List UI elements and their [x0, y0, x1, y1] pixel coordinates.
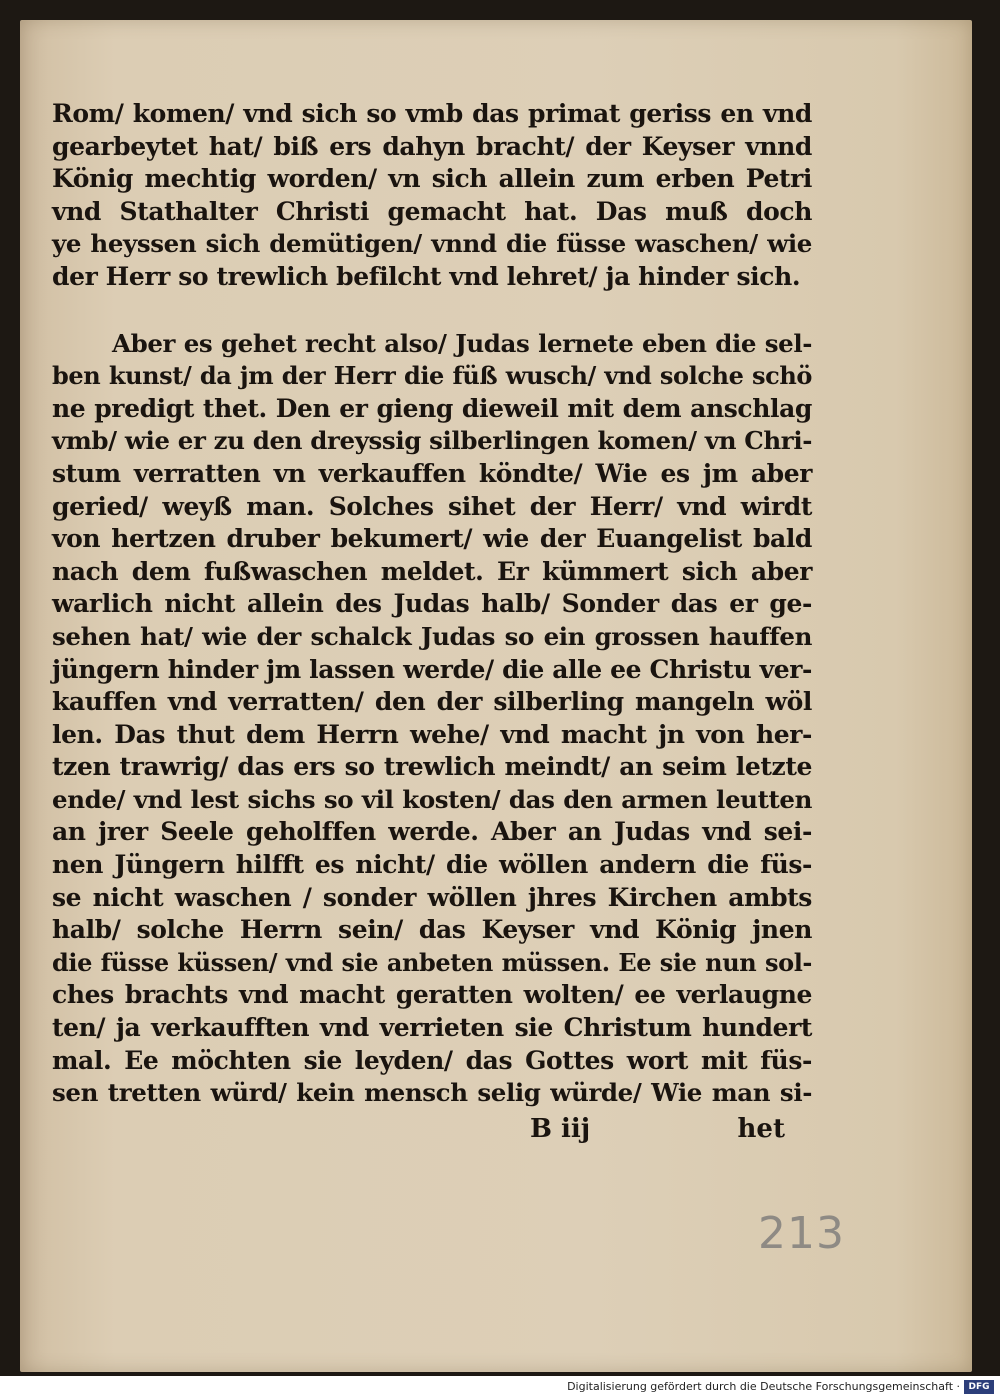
credit-bar [0, 1376, 1000, 1398]
text-line: ye heyssen sich demütigen/ vnnd die füsse waschen/ wie [52, 229, 812, 259]
text-line: ches brachts vnd macht geratten wolten/ ee verlaugne [52, 980, 812, 1010]
text-line: ne predigt thet. Den er gieng dieweil mit dem anschlag [52, 393, 812, 423]
signature-mark: B iij [530, 1114, 591, 1144]
text-line: stum verratten vn verkauffen köndte/ Wie es jm aber [52, 458, 812, 488]
text-line: vnd Stathalter Christi gemacht hat. Das muß doch [52, 196, 812, 226]
text-line: Aber es gehet recht also/ Judas lernete eben die sel- [112, 328, 812, 358]
text-line: warlich nicht allein des Judas halb/ Sonder das er ge- [52, 589, 812, 619]
text-line: kauffen vnd verratten/ den der silberling mangeln wöl [52, 687, 812, 717]
text-line: vmb/ wie er zu den dreyssig silberlingen komen/ vn Chri- [52, 426, 812, 456]
text-line: tzen trawrig/ das ers so trewlich meindt/ an seim letzte [52, 752, 812, 782]
text-line: sehen hat/ wie der schalck Judas so ein grossen hauffen [52, 621, 812, 651]
text-line: jüngern hinder jm lassen werde/ die alle ee Christu ver- [52, 654, 812, 684]
text-line: die füsse küssen/ vnd sie anbeten müssen. Ee sie nun sol- [52, 947, 812, 977]
text-line: gearbeytet hat/ biß ers dahyn bracht/ der Keyser vnnd [52, 131, 812, 161]
text-line: mal. Ee möchten sie leyden/ das Gottes wort mit füs- [52, 1045, 812, 1075]
paragraph-gap [52, 294, 812, 328]
book-page [20, 20, 972, 1372]
credit-text: Digitalisierung gefördert durch die Deutsche Forschungsgemeinschaft · [567, 1380, 960, 1393]
text-line: nen Jüngern hilfft es nicht/ die wöllen andern die füs- [52, 850, 812, 880]
paragraph-1 [52, 98, 812, 294]
text-line: len. Das thut dem Herrn wehe/ vnd macht jn von her- [52, 719, 812, 749]
text-line: ten/ ja verkaufften vnd verrieten sie Christum hundert [52, 1013, 812, 1043]
page-footer [530, 1114, 785, 1144]
text-line: ben kunst/ da jm der Herr die füß wusch/ vnd solche schö [52, 361, 812, 391]
page-text [52, 98, 812, 1110]
text-line: an jrer Seele geholffen werde. Aber an Judas vnd sei- [52, 817, 812, 847]
text-line: von hertzen druber bekumert/ wie der Euangelist bald [52, 524, 812, 554]
text-line: se nicht waschen / sonder wöllen jhres Kirchen ambts [52, 882, 812, 912]
dfg-logo: DFG [964, 1380, 994, 1394]
text-line: der Herr so trewlich befilcht vnd lehret/ ja hinder sich. [52, 261, 801, 291]
paragraph-2 [52, 328, 812, 1110]
text-line: König mechtig worden/ vn sich allein zum erben Petri [52, 164, 812, 194]
catchword: het [737, 1114, 785, 1144]
text-line: Rom/ komen/ vnd sich so vmb das primat geriss en vnd [52, 99, 812, 128]
text-line: geried/ weyß man. Solches sihet der Herr/ vnd wirdt [52, 491, 812, 521]
text-line: halb/ solche Herrn sein/ das Keyser vnd König jnen [52, 915, 812, 945]
text-line: ende/ vnd lest sichs so vil kosten/ das den armen leutten [52, 784, 812, 814]
folio-number: 213 [758, 1208, 845, 1259]
text-line: sen tretten würd/ kein mensch selig würde/ Wie man si- [52, 1078, 812, 1108]
text-line: nach dem fußwaschen meldet. Er kümmert sich aber [52, 556, 812, 586]
